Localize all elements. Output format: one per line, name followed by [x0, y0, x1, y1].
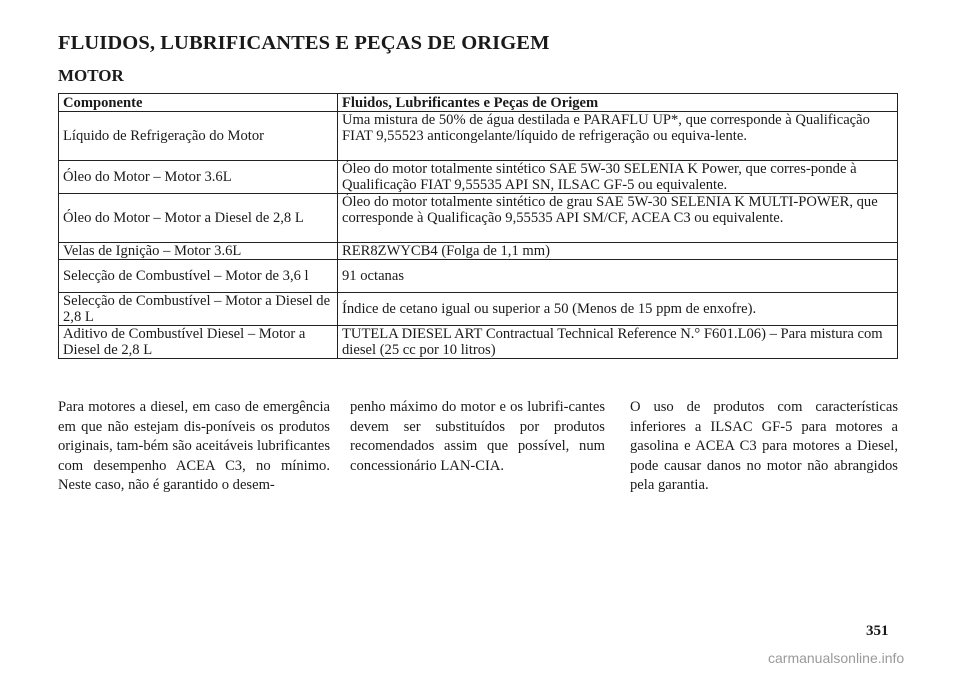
- cell-component: Selecção de Combustível – Motor de 3,6 l: [59, 260, 338, 293]
- page-number: 351: [866, 623, 889, 639]
- table-header-row: [59, 94, 898, 112]
- cell-component: Velas de Ignição – Motor 3.6L: [59, 243, 338, 260]
- page-title: FLUIDOS, LUBRIFICANTES E PEÇAS DE ORIGEM: [58, 32, 550, 54]
- body-text-column-2: penho máximo do motor e os lubrifi-cantes devem ser substituídos por produtos recomendados assim que possível, num concessionário LAN-CIA.: [350, 399, 605, 474]
- header-spec: Fluidos, Lubrificantes e Peças de Origem: [338, 94, 898, 112]
- body-text-column-1: Para motores a diesel, em caso de emergência em que não estejam dis-poníveis os produtos originais, tam-bém são aceitáveis lubrificantes com desempenho ACEA C3, no mínimo. Neste caso, não é garantido o desem-: [58, 399, 330, 493]
- table-row: [59, 293, 898, 326]
- cell-spec: 91 octanas: [338, 260, 898, 293]
- cell-spec: Óleo do motor totalmente sintético SAE 5W-30 SELENIA K Power, que corres-ponde à Qualificação FIAT 9,55535 API SN, ILSAC GF-5 ou equivalente.: [338, 161, 898, 194]
- cell-spec: TUTELA DIESEL ART Contractual Technical Reference N.° F601.L06) – Para mistura com diesel (25 cc por 10 litros): [338, 326, 898, 359]
- cell-spec: Uma mistura de 50% de água destilada e PARAFLU UP*, que corresponde à Qualificação FIAT 9,55523 anticongelante/líquido de refrigeração ou equiva-lente.: [338, 112, 898, 161]
- cell-component: Aditivo de Combustível Diesel – Motor a Diesel de 2,8 L: [59, 326, 338, 359]
- table-row: [59, 161, 898, 194]
- header-component: Componente: [59, 94, 338, 112]
- table-row: [59, 260, 898, 293]
- body-text-column-3: O uso de produtos com características inferiores a ILSAC GF-5 para motores a gasolina e ACEA C3 para motores a Diesel, pode causar danos no motor não abrangidos pela garantia.: [630, 399, 898, 493]
- cell-component: Líquido de Refrigeração do Motor: [59, 112, 338, 161]
- cell-spec: Índice de cetano igual ou superior a 50 (Menos de 15 ppm de enxofre).: [338, 293, 898, 326]
- cell-component: Selecção de Combustível – Motor a Diesel de 2,8 L: [59, 293, 338, 326]
- table-row: [59, 194, 898, 243]
- table-row: [59, 112, 898, 161]
- section-heading: MOTOR: [58, 66, 124, 85]
- cell-component: Óleo do Motor – Motor a Diesel de 2,8 L: [59, 194, 338, 243]
- cell-component: Óleo do Motor – Motor 3.6L: [59, 161, 338, 194]
- table-row: [59, 326, 898, 359]
- cell-spec: RER8ZWYCB4 (Folga de 1,1 mm): [338, 243, 898, 260]
- cell-spec: Óleo do motor totalmente sintético de grau SAE 5W-30 SELENIA K MULTI-POWER, que corresponde à Qualificação 9,55535 API SM/CF, ACEA C3 ou equivalente.: [338, 194, 898, 243]
- table-row: [59, 243, 898, 260]
- fluids-table: [58, 93, 898, 359]
- watermark: carmanualsonline.info: [768, 650, 905, 666]
